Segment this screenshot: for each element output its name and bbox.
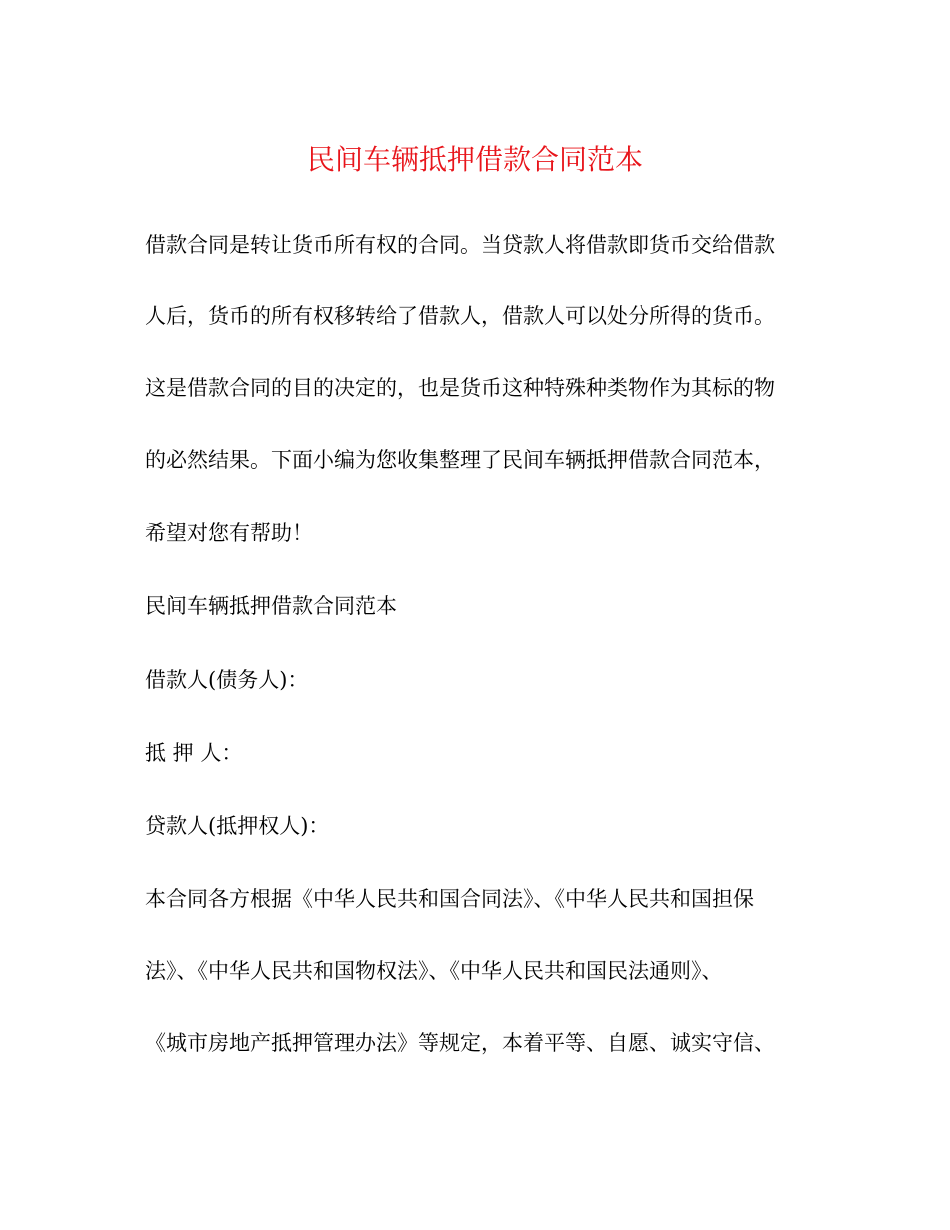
document-title: 民间车辆抵押借款合同范本 (306, 143, 643, 176)
body-line: 的必然结果。下面小编为您收集整理了民间车辆抵押借款合同范本， (145, 448, 775, 472)
mortgagor-field: 抵 押 人： (145, 741, 243, 765)
body-line: 《城市房地产抵押管理办法》等规定，本着平等、自愿、诚实守信、 (145, 1031, 775, 1055)
borrower-field: 借款人(债务人)： (145, 668, 309, 692)
body-line: 这是借款合同的目的决定的，也是货币这种特殊种类物作为其标的物 (145, 376, 775, 400)
lender-field: 贷款人(抵押权人)： (145, 814, 330, 838)
body-line: 借款合同是转让货币所有权的合同。当贷款人将借款即货币交给借款 (145, 233, 775, 257)
body-line: 本合同各方根据《中华人民共和国合同法》、《中华人民共和国担保 (145, 887, 754, 911)
body-line: 人后，货币的所有权移转给了借款人，借款人可以处分所得的货币。 (145, 304, 775, 328)
section-heading: 民间车辆抵押借款合同范本 (145, 594, 397, 618)
body-line: 希望对您有帮助！ (145, 521, 313, 545)
body-line: 法》、《中华人民共和国物权法》、《中华人民共和国民法通则》、 (145, 959, 723, 983)
